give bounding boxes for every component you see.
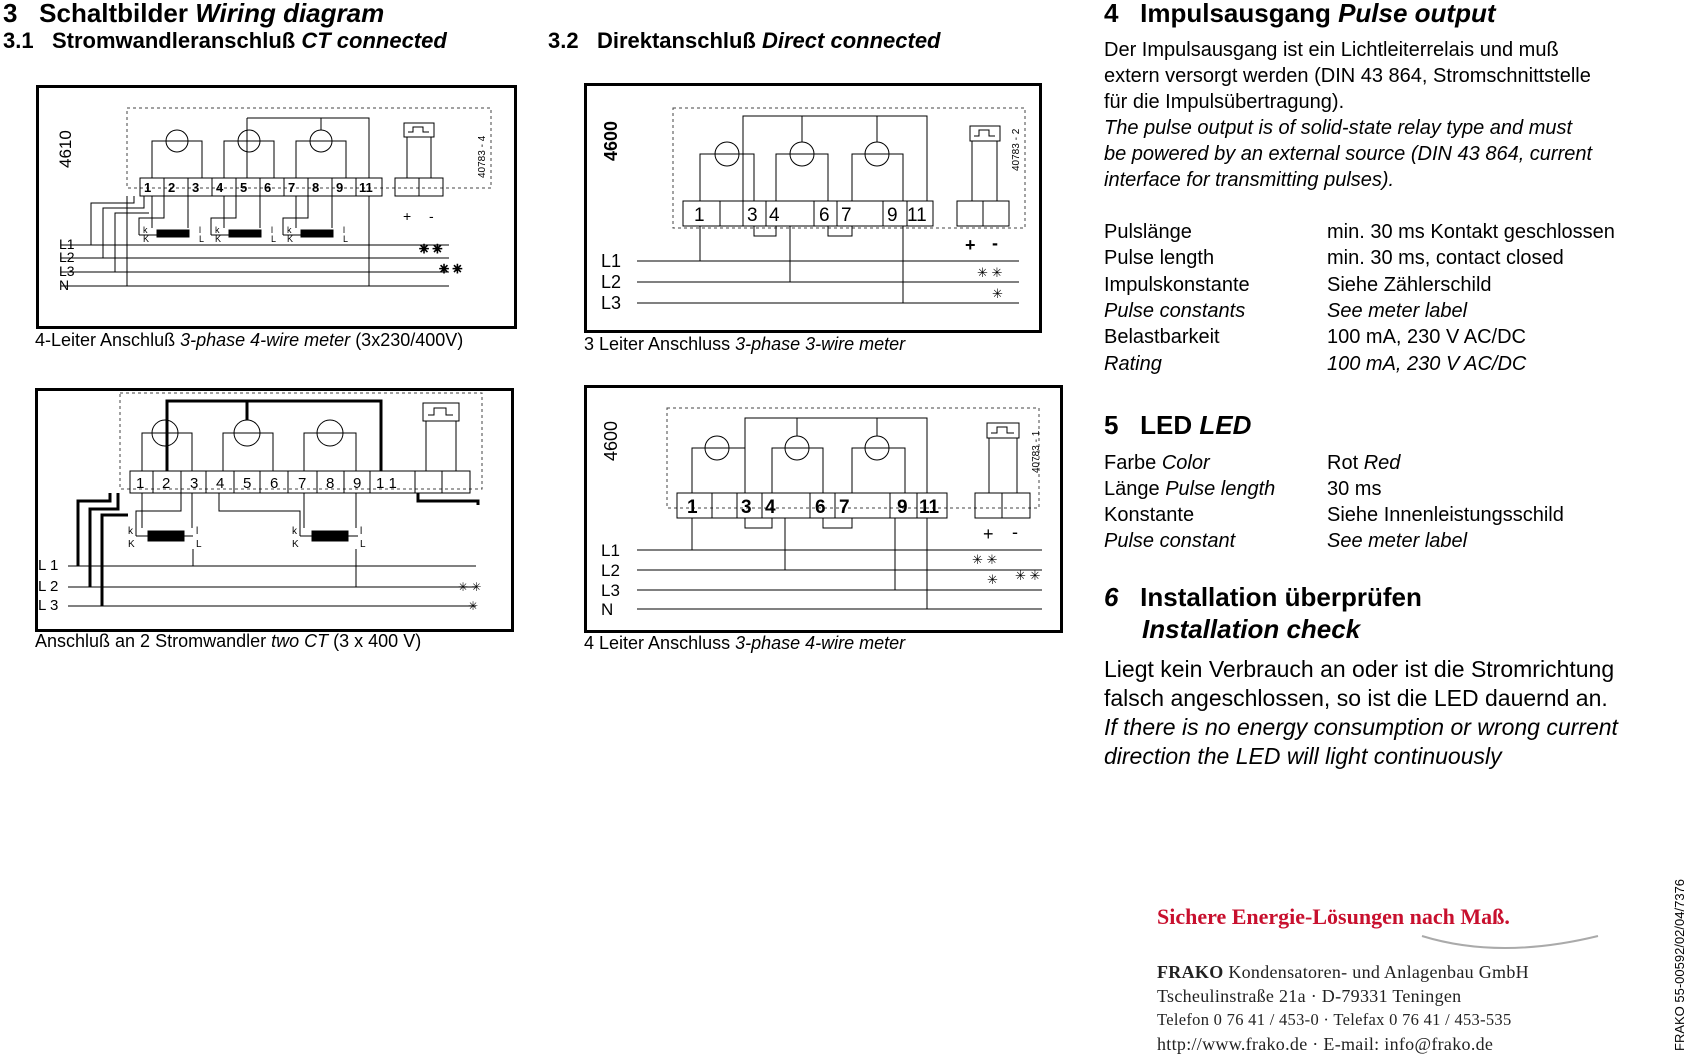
diagram-1-caption: 4-Leiter Anschluß 3-phase 4-wire meter (3x230/400V): [35, 330, 464, 350]
svg-text:+: +: [965, 235, 976, 255]
terminal-label: 7: [298, 475, 307, 492]
svg-text:l: l: [343, 225, 345, 235]
spec-label: Pulslänge: [1104, 221, 1192, 243]
wiring-diagram-two-ct: [35, 388, 514, 632]
svg-text:K: K: [215, 234, 222, 244]
svg-text:K: K: [287, 234, 294, 244]
diagram-code-label: 40783 - 2: [1011, 128, 1022, 171]
svg-text:L: L: [343, 234, 349, 244]
terminal-label: 5: [240, 180, 248, 195]
meter-model-label: 4600: [601, 120, 621, 161]
spec-value: 100 mA, 230 V AC/DC: [1327, 353, 1527, 375]
line-label: N: [59, 277, 70, 293]
svg-text:K: K: [128, 539, 135, 550]
document-id: FRAKO 55-00592/02/04/7376: [1672, 878, 1687, 1051]
terminal-label: 1: [136, 475, 145, 492]
terminal-label: 9: [353, 475, 362, 492]
svg-text:✳ ✳: ✳ ✳: [1015, 568, 1041, 583]
terminal-label: 11: [359, 180, 373, 195]
spec-label: Pulse constants: [1104, 300, 1246, 322]
line-label: L1: [59, 236, 75, 252]
terminal-label: 1: [687, 497, 698, 518]
svg-text:K: K: [143, 234, 150, 244]
svg-text:k: k: [287, 225, 292, 235]
diagram-code-label: 40783 - 1: [1031, 430, 1042, 473]
section-4-text-en: The pulse output is of solid-state relay type and must be powered by an external source (DIN 43 864, current interface for transmitting pulses).: [1104, 117, 1593, 191]
section-3-1-heading: 3.1 Stromwandleranschluß CT connected: [3, 28, 447, 53]
terminal-label: 5: [243, 475, 252, 492]
section-3-heading: 3 Schaltbilder Wiring diagram: [3, 0, 385, 28]
terminal-label: 7: [841, 205, 852, 226]
svg-text:+: +: [403, 208, 412, 224]
terminal-label: 11: [907, 205, 927, 226]
svg-text:L: L: [199, 234, 205, 244]
spec-label: Impulskonstante: [1104, 274, 1250, 296]
svg-text:K: K: [292, 539, 299, 550]
section-6-text: Liegt kein Verbrauch an oder ist die Stromrichtung falsch angeschlossen, so ist die LED dauernd an. If there is no energy consumption or wrong current direction the LED will light continuously: [1104, 656, 1618, 769]
diagram-3-caption: 3 Leiter Anschluss 3-phase 3-wire meter: [584, 334, 906, 354]
terminal-label: 2: [162, 475, 171, 492]
diagram-4-caption: 4 Leiter Anschluss 3-phase 4-wire meter: [584, 633, 906, 653]
svg-text:✳ ✳: ✳ ✳: [458, 580, 482, 594]
line-label: L2: [601, 561, 620, 580]
svg-text:l: l: [271, 225, 273, 235]
section-4-text-de: Der Impulsausgang ist ein Lichtleiterrelais und muß extern versorgt werden (DIN 43 864, Stromschnittstelle für die Impulsübertragung).: [1104, 39, 1591, 113]
spec-label: Rating: [1104, 353, 1162, 375]
wiring-diagram-direct-4wire: [584, 385, 1063, 633]
svg-text:k: k: [292, 526, 297, 537]
terminal-label: 3: [192, 180, 200, 195]
svg-text:✳ ✳: ✳ ✳: [972, 552, 998, 567]
terminal-label: 3: [747, 205, 758, 226]
svg-text:+: +: [983, 524, 994, 544]
terminal-label: 9: [897, 497, 908, 518]
spec-value: Siehe Zählerschild: [1327, 274, 1492, 296]
svg-text:✳ ✳: ✳ ✳: [419, 242, 443, 256]
terminal-label: 7: [288, 180, 296, 195]
terminal-label: 9: [887, 205, 898, 226]
line-label: L3: [59, 263, 75, 279]
diagram-code-label: 40783 - 4: [477, 135, 488, 178]
svg-text:L: L: [196, 539, 202, 550]
svg-text:L: L: [360, 539, 366, 550]
spec-value: 100 mA, 230 V AC/DC: [1327, 326, 1526, 348]
terminal-label: 9: [336, 180, 344, 195]
svg-text:L: L: [271, 234, 277, 244]
terminal-label: 11: [919, 497, 940, 518]
spec-value: See meter label: [1327, 300, 1468, 322]
svg-text:-: -: [992, 233, 998, 253]
terminal-label: 1 1: [376, 475, 397, 492]
svg-text:l: l: [199, 225, 201, 235]
section-6-heading-en: Installation check: [1142, 614, 1361, 644]
svg-text:✳: ✳: [987, 572, 998, 587]
terminal-label: 7: [839, 497, 850, 518]
terminal-label: 2: [168, 180, 176, 195]
line-label: L1: [601, 251, 622, 271]
spec-value: min. 30 ms Kontakt geschlossen: [1327, 221, 1615, 243]
spec-label: Belastbarkeit: [1104, 326, 1220, 348]
svg-text:✳: ✳: [992, 286, 1003, 301]
line-label: L 3: [38, 597, 59, 614]
line-label: L 1: [38, 557, 59, 574]
terminal-label: 4: [216, 180, 224, 195]
terminal-label: 3: [190, 475, 199, 492]
terminal-label: 4: [216, 475, 225, 492]
company-address-block: FRAKO Kondensatoren- und Anlagenbau GmbH Tscheulinstraße 21a · D-79331 Teningen Telefon 0 76 41 / 453-0 · Telefax 0 76 41 / 453-535 http://www.frako.de · E-mail: info@frako.de: [1157, 962, 1529, 1054]
svg-text:l: l: [196, 526, 199, 537]
svg-text:✳ ✳: ✳ ✳: [439, 262, 463, 276]
company-slogan: Sichere Energie-Lösungen nach Maß.: [1157, 904, 1510, 929]
meter-model-label: 4600: [601, 420, 621, 461]
diagram-2-caption: Anschluß an 2 Stromwandler two CT (3 x 400 V): [35, 631, 422, 651]
svg-text:-: -: [429, 208, 434, 224]
line-label: L 2: [38, 578, 59, 595]
svg-text:✳: ✳: [468, 599, 479, 613]
spec-value: min. 30 ms, contact closed: [1327, 247, 1564, 269]
terminal-label: 6: [819, 205, 830, 226]
terminal-label: 8: [312, 180, 320, 195]
terminal-label: 6: [264, 180, 272, 195]
line-label: L3: [601, 581, 620, 600]
spec-label: Pulse length: [1104, 247, 1215, 269]
terminal-label: 4: [765, 497, 776, 518]
section-4-heading: 4 Impulsausgang Pulse output: [1104, 0, 1496, 28]
wiring-diagram-direct-3wire: [584, 83, 1042, 333]
svg-text:k: k: [143, 225, 148, 235]
line-label: L2: [59, 249, 75, 265]
terminal-label: 4: [769, 205, 780, 226]
line-label: L2: [601, 272, 622, 292]
section-6-heading: 6 Installation überprüfen: [1104, 582, 1422, 612]
section-3-2-heading: 3.2 Direktanschluß Direct connected: [548, 28, 941, 53]
terminal-label: 6: [815, 497, 826, 518]
svg-text:-: -: [1012, 522, 1018, 542]
terminal-label: 6: [270, 475, 279, 492]
svg-text:k: k: [128, 526, 133, 537]
terminal-label: 3: [741, 497, 752, 518]
svg-text:k: k: [215, 225, 220, 235]
terminal-label: 1: [144, 180, 152, 195]
meter-model-label: 4610: [56, 130, 75, 168]
wiring-diagram-ct-4wire: [36, 85, 517, 329]
line-label: N: [601, 600, 614, 619]
section-5-heading: 5 LED LED: [1104, 410, 1252, 440]
line-label: L1: [601, 541, 620, 560]
terminal-label: 8: [326, 475, 335, 492]
terminal-label: 1: [694, 205, 705, 226]
line-label: L3: [601, 293, 622, 313]
svg-text:l: l: [360, 526, 363, 537]
swoosh-decoration: [1420, 930, 1600, 954]
svg-text:✳ ✳: ✳ ✳: [977, 265, 1003, 280]
